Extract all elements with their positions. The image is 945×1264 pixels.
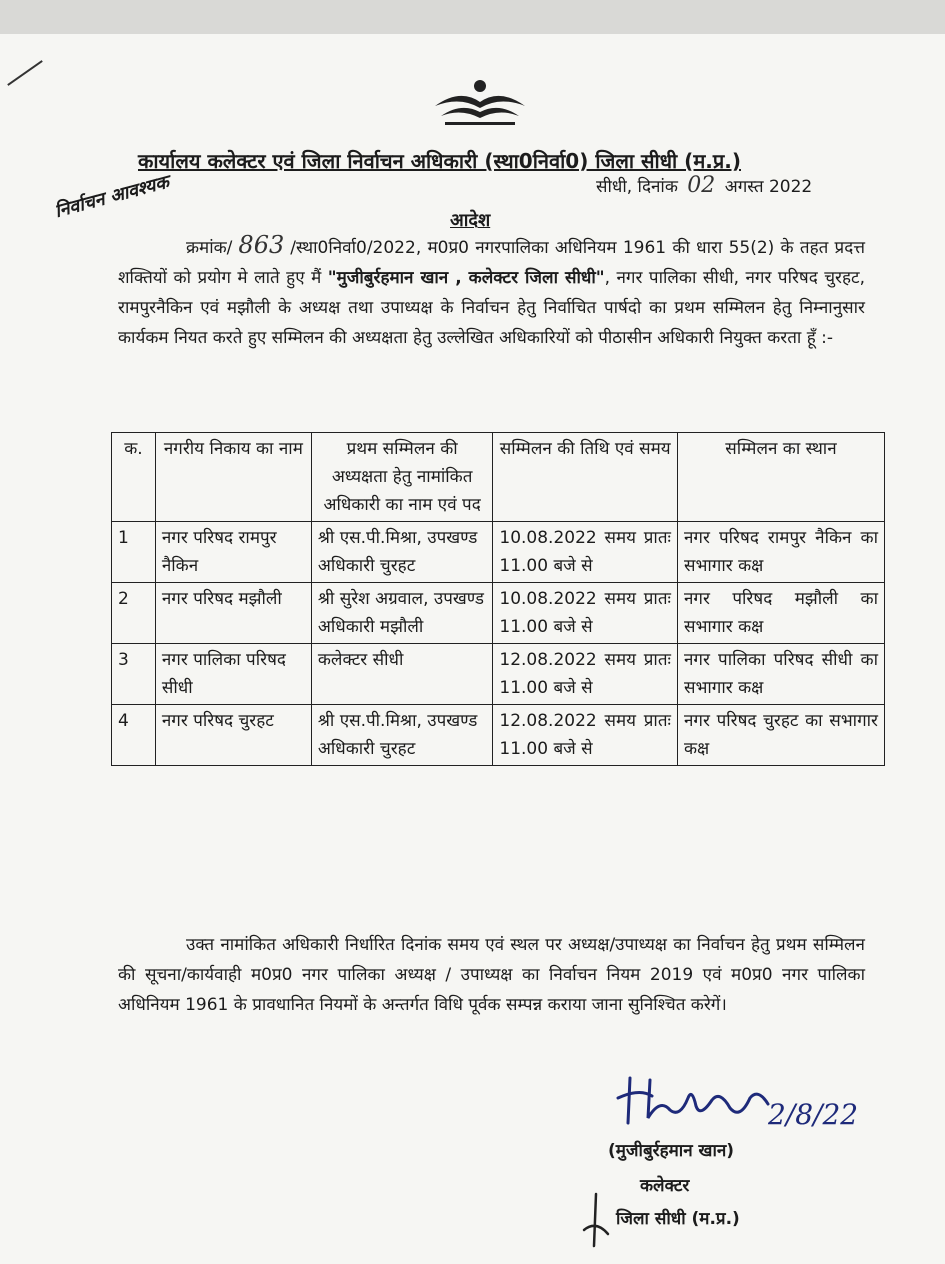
order-date [596,173,812,198]
officer-name-quote: "मुजीबुर्रहमान खान , कलेक्टर जिला सीधी" [327,268,605,288]
order-title: आदेश [450,210,491,231]
cell-body: नगर परिषद चुरहट [155,705,311,766]
table-row [112,522,885,583]
col-header-officer: प्रथम सम्मिलन की अध्यक्षता हेतु नामांकित अधिकारी का नाम एवं पद [311,433,493,522]
closing-paragraph: उक्त नामांकित अधिकारी निर्धारित दिनांक समय एवं स्थल पर अध्यक्ष/उपाध्यक्ष का निर्वाचन हेतु प्रथम सम्मिलन की सूचना/कार्यवाही म0प्र0 नगर पालिका अध्यक्ष / उपाध्यक्ष का निर्वाचन नियम 2019 एवं म0प्र0 नगर पालिका अधिनियम 1961 के प्रावधानित नियमों के अन्तर्गत विधि पूर्वक सम्पन्न कराया जाना सुनिश्चित करेगें। [118,935,865,1015]
election-stamp: निर्वाचन आवश्यक [52,171,172,223]
cell-sno: 2 [112,583,156,644]
table-row [112,644,885,705]
initial-mark [576,1190,616,1250]
cell-body: नगर परिषद रामपुर नैकिन [155,522,311,583]
cell-officer: श्री एस.पी.मिश्रा, उपखण्ड अधिकारी चुरहट [311,522,493,583]
cell-datetime: 10.08.2022 समय प्रातः 11.00 बजे से [493,522,678,583]
table-row [112,705,885,766]
date-day-handwritten: 02 [687,173,716,198]
pen-mark [7,60,43,86]
order-text-tail: , नगर पालिका सीधी, नगर परिषद चुरहट, रामपुरनैकिन एवं मझौली के अध्यक्ष तथा उपाध्यक्ष के निर्वाचन हेतु निर्वाचित पार्षदो का प्रथम सम्मिलन हेतु निम्नानुसार कार्यकम नियत करते हुए सम्मिलन की अध्यक्षता हेतु उल्लेखित अधिकारियों को पीठासीन अधिकारी नियुक्त करता हूँ :- [118,268,866,348]
cell-venue: नगर पालिका परिषद सीधी का सभागार कक्ष [677,644,884,705]
cell-officer: श्री सुरेश अग्रवाल, उपखण्ड अधिकारी मझौली [311,583,493,644]
cell-datetime: 12.08.2022 समय प्रातः 11.00 बजे से [493,705,678,766]
date-month-year: अगस्त 2022 [724,177,813,197]
cell-datetime: 12.08.2022 समय प्रातः 11.00 बजे से [493,644,678,705]
table-header-row [112,433,885,522]
cell-sno: 4 [112,705,156,766]
signatory-designation: कलेक्टर [640,1176,690,1196]
scan-top-strip [0,0,945,34]
table-row [112,583,885,644]
cell-datetime: 10.08.2022 समय प्रातः 11.00 बजे से [493,583,678,644]
col-header-venue: सम्मिलन का स्थान [677,433,884,522]
signature-date-handwritten: 2/8/22 [768,1098,859,1131]
cell-venue: नगर परिषद मझौली का सभागार कक्ष [677,583,884,644]
cell-sno: 3 [112,644,156,705]
mp-emblem-logo [425,78,535,126]
cell-officer: श्री एस.पी.मिश्रा, उपखण्ड अधिकारी चुरहट [311,705,493,766]
schedule-table [111,432,885,766]
signatory-name: (मुजीबुर्रहमान खान) [608,1141,735,1161]
cell-body: नगर परिषद मझौली [155,583,311,644]
order-paragraph [118,230,865,353]
date-place: सीधी, दिनांक [596,177,678,197]
signatory-place: जिला सीधी (म.प्र.) [616,1209,740,1229]
order-text: /स्था0निर्वा0/2022, म0प्र0 नगरपालिका अधिनियम 1961 की धारा 55(2) के तहत प्रदत्त शक्तियों को प्रयोग मे लाते हुए मैं [118,238,865,288]
col-header-datetime: सम्मिलन की तिथि एवं समय [493,433,678,522]
cell-sno: 1 [112,522,156,583]
office-heading: कार्यालय कलेक्टर एवं जिला निर्वाचन अधिकारी (स्था0निर्वा0) जिला सीधी (म.प्र.) [138,149,741,173]
cell-venue: नगर परिषद चुरहट का सभागार कक्ष [677,705,884,766]
cell-body: नगर पालिका परिषद सीधी [155,644,311,705]
order-number-label: क्रमांक/ [186,238,233,258]
col-header-sno: क. [112,433,156,522]
cell-officer: कलेक्टर सीधी [311,644,493,705]
col-header-body: नगरीय निकाय का नाम [155,433,311,522]
cell-venue: नगर परिषद रामपुर नैकिन का सभागार कक्ष [677,522,884,583]
order-number-handwritten: 863 [238,231,285,259]
